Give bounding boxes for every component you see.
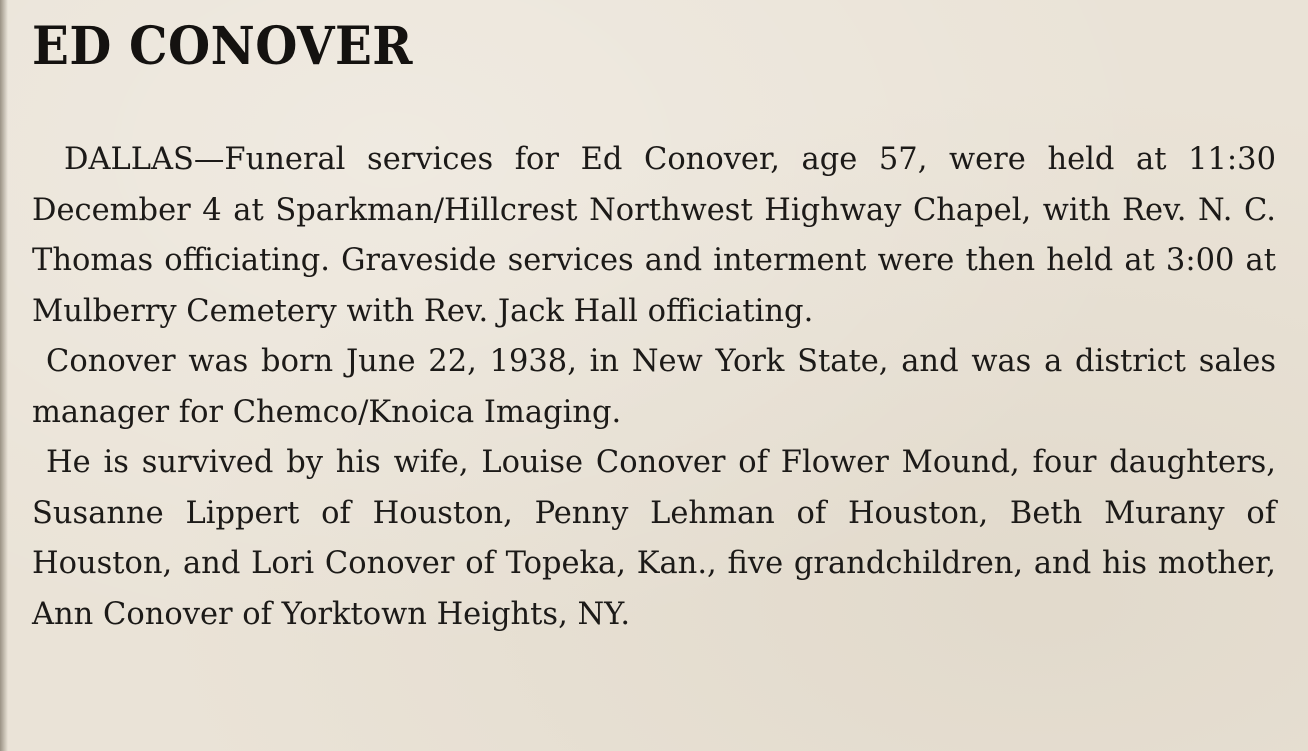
paragraph-biography: Conover was born June 22, 1938, in New York State, and was a district sales manager for Chemco/Knoica Imaging. (32, 344, 1276, 430)
obituary-headline: ED CONOVER (32, 16, 413, 77)
obituary-body (32, 135, 1276, 640)
page-edge-shadow (0, 0, 8, 751)
paragraph-survivors: He is survived by his wife, Louise Conover of Flower Mound, four daughters, Susanne Lippert of Houston, Penny Lehman of Houston, Beth Murany of Houston, and Lori Conover of Topeka, Kan., five grandchildren, and his mother, Ann Conover of Yorktown Heights, NY. (32, 445, 1276, 632)
paragraph-funeral-services: DALLAS—Funeral services for Ed Conover, age 57, were held at 11:30 December 4 at Sparkman/Hillcrest Northwest Highway Chapel, with Rev. N. C. Thomas officiating. Graveside services and interment were then held at 3:00 at Mulberry Cemetery with Rev. Jack Hall officiating. (32, 142, 1276, 329)
